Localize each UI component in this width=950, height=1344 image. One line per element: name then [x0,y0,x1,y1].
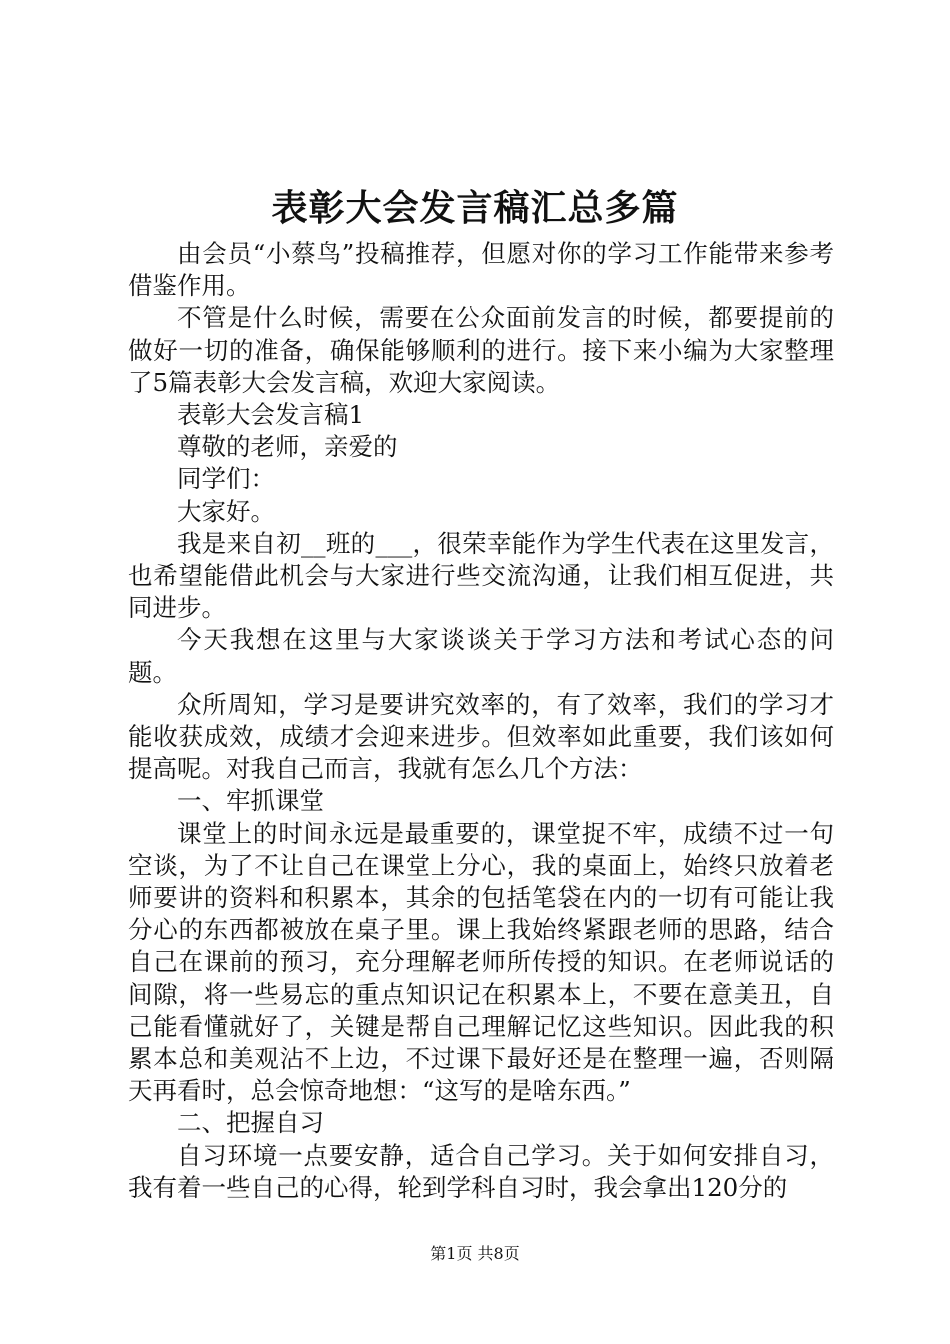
paragraph-self-introduction: 我是来自初__班的___，很荣幸能作为学生代表在这里发言，也希望能借此机会与大家进行些交流沟通，让我们相互促进，共同进步。 [128,528,834,623]
paragraph-self-study: 自习环境一点要安静，适合自己学习。关于如何安排自习，我有着一些自己的心得，轮到学科自习时，我会拿出120分的 [128,1140,834,1202]
paragraph-classroom: 课堂上的时间永远是最重要的，课堂捉不牢，成绩不过一句空谈，为了不让自己在课堂上分心，我的桌面上，始终只放着老师要讲的资料和积累本，其余的包括笔袋在内的一切有可能让我分心的东西都被放在桌子里。课上我始终紧跟老师的思路，结合自己在课前的预习，充分理解老师所传授的知识。在老师说话的间隙，将一些易忘的重点知识记在积累本上，不要在意美丑，自己能看懂就好了，关键是帮自己理解记忆这些知识。因此我的积累本总和美观沾不上边，不过课下最好还是在整理一遍，否则隔天再看时，总会惊奇地想：“这写的是啥东西。” [128,818,834,1106]
paragraph-preface: 不管是什么时候，需要在公众面前发言的时候，都要提前的做好一切的准备，确保能够顺利的进行。接下来小编为大家整理了5篇表彰大会发言稿，欢迎大家阅读。 [128,303,834,397]
greeting-line: 大家好。 [177,496,275,526]
document-title: 表彰大会发言稿汇总多篇 [271,187,679,229]
speech-heading: 表彰大会发言稿1 [177,400,365,430]
paragraph-topic: 今天我想在这里与大家谈谈关于学习方法和考试心态的问题。 [128,625,834,687]
page-footer: 第1页 共8页 [430,1244,520,1263]
section-heading-self-study: 二、把握自习 [177,1108,324,1138]
salutation-line: 尊敬的老师，亲爱的 [177,432,398,462]
salutation-line: 同学们： [177,464,275,494]
section-heading-classroom: 一、牢抓课堂 [177,786,324,816]
paragraph-efficiency: 众所周知，学习是要讲究效率的，有了效率，我们的学习才能收获成效，成绩才会迎来进步。但效率如此重要，我们该如何提高呢。对我自己而言，我就有怎么几个方法： [128,689,834,784]
paragraph-intro: 由会员“小蔡鸟”投稿推荐，但愿对你的学习工作能带来参考借鉴作用。 [128,239,834,301]
document-body [128,238,834,1204]
